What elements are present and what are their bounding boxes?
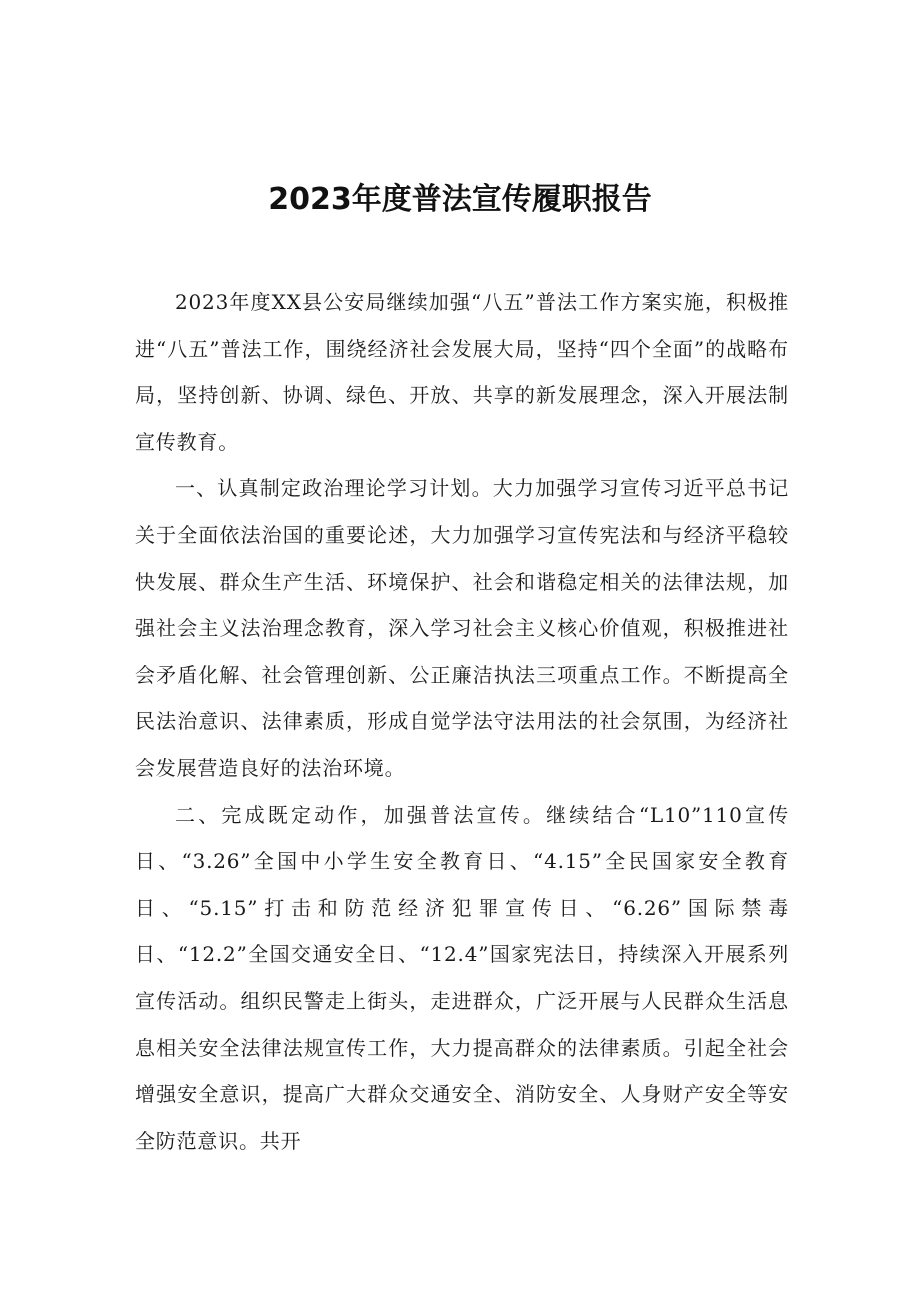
document-title: 2023年度普法宣传履职报告 <box>268 182 652 217</box>
paragraph-section-2: 二、完成既定动作，加强普法宣传。继续结合“L10”110宣传日、“3.26”全国中小学生安全教育日、“4.15”全民国家安全教育日、“5.15”打击和防范经济犯罪宣传日、“6.26”国际禁毒日、“12.2”全国交通安全日、“12.4”国家宪法日，持续深入开展系列宣传活动。组织民警走上街头，走进群众，广泛开展与人民群众生活息息相关安全法律法规宣传工作，大力提高群众的法律素质。引起全社会增强安全意识，提高广大群众交通安全、消防安全、人身财产安全等安全防范意识。共开 <box>135 802 789 1153</box>
paragraph-intro: 2023年度XX县公安局继续加强“八五”普法工作方案实施，积极推进“八五”普法工作，围绕经济社会发展大局，坚持“四个全面”的战略布局，坚持创新、协调、绿色、开放、共享的新发展理念，深入开展法制宣传教育。 <box>135 290 789 454</box>
paragraph-section-1: 一、认真制定政治理论学习计划。大力加强学习宣传习近平总书记关于全面依法治国的重要论述，大力加强学习宣传宪法和与经济平稳较快发展、群众生产生活、环境保护、社会和谐稳定相关的法律法规，加强社会主义法治理念教育，深入学习社会主义核心价值观，积极推进社会矛盾化解、社会管理创新、公正廉洁执法三项重点工作。不断提高全民法治意识、法律素质，形成自觉学法守法用法的社会氛围，为经济社会发展营造良好的法治环境。 <box>135 476 789 780</box>
document-body <box>135 279 789 1164</box>
